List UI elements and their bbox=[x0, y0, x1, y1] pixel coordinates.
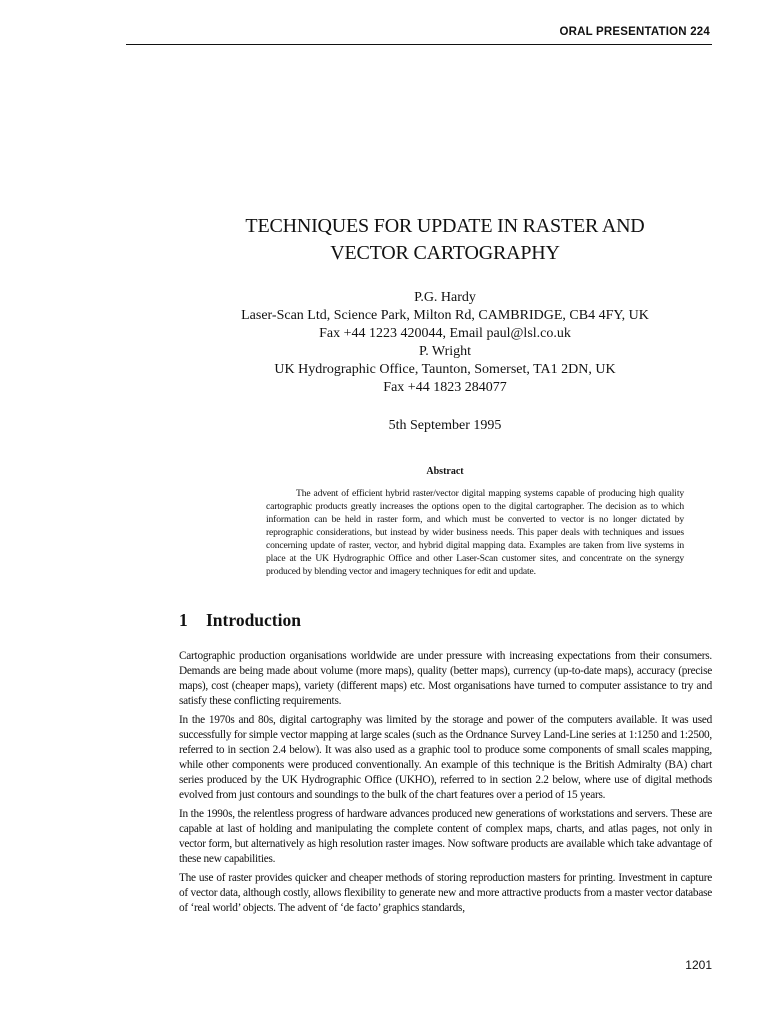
paragraph: The use of raster provides quicker and cheaper methods of storing reproduction masters for printing. Investment in capture of vector data, although costly, allows flexibility to generate new and more attractive products from a master vector database of ‘real world’ objects. The advent of ‘de facto’ graphics standards, bbox=[179, 872, 712, 914]
author-contact-1: Fax +44 1223 420044, Email paul@lsl.co.uk bbox=[319, 326, 571, 341]
author-block bbox=[120, 289, 768, 397]
header-rule bbox=[126, 44, 712, 45]
abstract-text: The advent of efficient hybrid raster/vector digital mapping systems capable of producing high quality cartographic products greatly increases the options open to the digital cartographer. The decision as to which information can be held in raster form, and which must be converted to vector is no longer dictated by reprographic considerations, but instead by wider business needs. This paper deals with techniques and issues concerning update of raster, vector, and hybrid digital mapping data. Examples are taken from live systems in place at the UK Hydrographic Office and other Laser-Scan customer sites, and concentrate on the synergy produced by blending vector and imagery techniques for edit and update. bbox=[266, 488, 684, 577]
paragraph: In the 1970s and 80s, digital cartography was limited by the storage and power of the computers available. It was used successfully for simple vector mapping at large scales (such as the Ordnance Survey Land-Line series at 1:1250 and 1:2500, referred to in section 2.4 below). It was also used as a graphic tool to produce some components of small scales mapping, while other components were produced conventionally. An example of this technique is the British Admiralty (BA) chart series produced by the UK Hydrographic Office (UKHO), referred to in section 2.2 below, where use of digital methods evolved from just contours and soundings to the bulk of the chart features over a period of 15 years. bbox=[179, 714, 712, 801]
author-affiliation-2: UK Hydrographic Office, Taunton, Somerset, TA1 2DN, UK bbox=[274, 362, 616, 377]
paragraph: In the 1990s, the relentless progress of hardware advances produced new generations of workstations and servers. These are capable at last of holding and manipulating the complete content of complex maps, charts, and atlas pages, not only in vector form, but alternatively as high resolution raster images. Now software products are available which take advantage of these new capabilities. bbox=[179, 808, 712, 865]
section-number: 1 bbox=[179, 610, 188, 630]
title-line-2: VECTOR CARTOGRAPHY bbox=[330, 242, 560, 264]
section-heading bbox=[179, 610, 301, 631]
title-line-1: TECHNIQUES FOR UPDATE IN RASTER AND bbox=[245, 215, 645, 237]
paper-title bbox=[120, 213, 768, 267]
running-head: ORAL PRESENTATION 224 bbox=[559, 26, 710, 38]
abstract-heading: Abstract bbox=[426, 466, 464, 477]
author-affiliation-1: Laser-Scan Ltd, Science Park, Milton Rd, CAMBRIDGE, CB4 4FY, UK bbox=[241, 308, 649, 323]
author-contact-2: Fax +44 1823 284077 bbox=[383, 380, 507, 395]
page-number: 1201 bbox=[685, 958, 712, 972]
paragraph: Cartographic production organisations worldwide are under pressure with increasing expectations from their consumers. Demands are being made about volume (more maps), quality (better maps), currency (up-to-date maps), accuracy (precise maps), cost (cheaper maps), variety (different maps) etc. Most organisations have turned to computer assistance to try and satisfy these conflicting requirements. bbox=[179, 650, 712, 707]
author-name-2: P. Wright bbox=[418, 344, 472, 359]
section-body bbox=[179, 649, 712, 920]
section-title: Introduction bbox=[206, 610, 301, 630]
author-name-1: P.G. Hardy bbox=[414, 290, 476, 305]
paper-date: 5th September 1995 bbox=[388, 418, 502, 433]
